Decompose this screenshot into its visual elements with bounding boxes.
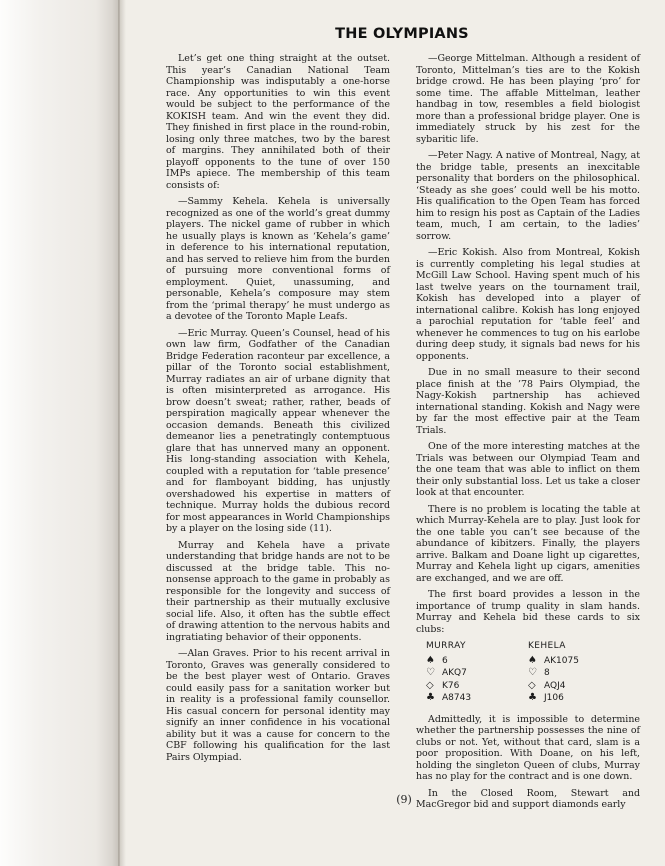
- hand-row-clubs: [426, 692, 528, 705]
- paragraph: Murray and Kehela have a private understanding that bridge hands are not to be discussed at the bridge table. This no-nonsense approach to the game in probably as responsible for the longevity and success of their partnership as their mutually exclusive social life. Also, it often has the subtle effect of drawing attention to the nervous habits and ingratiating behavior of their opponents.: [166, 539, 390, 643]
- hand-row-spades: [426, 655, 528, 668]
- paragraph: —Alan Graves. Prior to his recent arrival in Toronto, Graves was generally considered to be the best player west of Ontario. Graves could easily pass for a sanitation worker but in reality is a professional family counsellor. His casual concern for personal identity may signify an inner confidence in his vocational ability but it was a cause for concern to the CBF following his qualification for the last Pairs Olympiad.: [166, 648, 390, 763]
- club-icon: ♣: [528, 692, 537, 704]
- hand-cards: AK1075: [544, 655, 579, 666]
- left-column: [166, 53, 390, 768]
- paragraph: —Sammy Kehela. Kehela is universally recognized as one of the world’s great dummy players. The nickel game of rubber in which he usually plays is known as ‘Kehela’s game’ in deference to his international reputation, and has served to relieve him from the burden of pursuing more conventional forms of employment. Quiet, unassuming, and personable, Kehela’s composure may stem from the ‘primal therapy’ he must undergo as a devotee of the Toronto Maple Leafs.: [166, 196, 390, 322]
- hand-player-name: KEHELA: [528, 641, 566, 651]
- hand-cards: AQJ4: [544, 680, 566, 691]
- paragraph: Due in no small measure to their second place finish at the ’78 Pairs Olympiad, the Nagy-Kokish partnership has achieved international standing. Kokish and Nagy were by far the most effective pair at the Team Trials.: [416, 367, 640, 436]
- hand-cards: A8743: [442, 693, 472, 704]
- binding-shadow: [118, 0, 126, 866]
- hand-kehela: [528, 641, 630, 705]
- hand-row-diamonds: [426, 680, 528, 693]
- hand-row-diamonds: [528, 680, 630, 693]
- paragraph: The first board provides a lesson in the importance of trump quality in slam hands. Murray and Kehela bid these cards to six clubs:: [416, 589, 640, 635]
- paragraph: —Eric Murray. Queen’s Counsel, head of his own law firm, Godfather of the Canadian Bridge Federation raconteur par excellence, a pillar of the Toronto social establishment, Murray radiates an air of urbane dignity that is often misinterpreted as arrogance. His brow doesn’t sweat; rather, rather, beads of perspiration magically appear whenever the occasion demands. Beneath this civilized demeanor lies a penetratingly contemptuous glare that has unnerved many an opponent. His long-standing association with Kehela, coupled with a reputation for ‘table presence’ and for flamboyant bidding, has unjustly overshadowed his expertise in matters of technique. Murray holds the dubious record for most appearances in World Championships by a player on the losing side (11).: [166, 327, 390, 534]
- paragraph: Let’s get one thing straight at the outset. This year’s Canadian National Team Championship was indisputably a one-horse race. Any opportunities to win this event would be subject to the performance of the KOKISH team. And win the event they did. They finished in first place in the round-robin, losing only three matches, two by the barest of margins. They annihilated both of their playoff opponents to the tune of over 150 IMPs apiece. The membership of this team consists of:: [166, 53, 390, 191]
- article-title: THE OLYMPIANS: [335, 26, 469, 42]
- hand-cards: J106: [544, 693, 564, 704]
- paragraph: Admittedly, it is impossible to determine whether the partnership possesses the nine of clubs or not. Yet, without that card, slam is a poor proposition. With Doane, on his left, holding the singleton Queen of clubs, Murray has no play for the contract and is one down.: [416, 713, 640, 783]
- diamond-icon: ◇: [528, 679, 536, 691]
- hand-cards: K76: [442, 680, 460, 691]
- spade-icon: ♠: [528, 654, 537, 666]
- paragraph: —Peter Nagy. A native of Montreal, Nagy, at the bridge table, presents an inexcitable personality that borders on the philosophical. ‘Steady as she goes’ could well be his motto. His qualification to the Open Team has forced him to resign his post as Captain of the Ladies team, much, I am certain, to the ladies’ sorrow.: [416, 150, 640, 242]
- hand-cards: AKQ7: [442, 668, 467, 679]
- hand-cards: 6: [442, 655, 448, 666]
- paragraph: In the Closed Room, Stewart and MacGregor bid and support diamonds early: [416, 787, 640, 811]
- hand-murray: [426, 641, 528, 705]
- spade-icon: ♠: [426, 654, 435, 666]
- club-icon: ♣: [426, 692, 435, 704]
- heart-icon: ♡: [528, 667, 537, 679]
- bridge-hands: [426, 641, 640, 705]
- hand-row-clubs: [528, 692, 630, 705]
- heart-icon: ♡: [426, 667, 435, 679]
- paragraph: One of the more interesting matches at the Trials was between our Olympiad Team and the one team that was able to inflict on them their only substantial loss. Let us take a closer look at that encounter.: [416, 441, 640, 498]
- hand-player-name: MURRAY: [426, 641, 466, 651]
- right-column: [416, 53, 640, 816]
- paragraph: There is no problem is locating the table at which Murray-Kehela are to play. Just look for the one table you can’t see because of the abundance of kibitzers. Finally, the players arrive. Balkam and Doane light up cigarettes, Murray and Kehela light up cigars, amenities are exchanged, and we are off.: [416, 503, 640, 584]
- hand-row-hearts: [426, 667, 528, 680]
- binding-spine: [0, 0, 120, 866]
- paragraph: —Eric Kokish. Also from Montreal, Kokish is currently completing his legal studies at McGill Law School. Having spent much of his last twelve years on the tournament trail, Kokish has developed into a player of international calibre. Kokish has long enjoyed a parochial reputation for ‘table feel’ and whenever he commences to tug on his earlobe during deep study, it signals bad news for his opponents.: [416, 247, 640, 362]
- hand-cards: 8: [544, 668, 550, 679]
- page-number: (9): [396, 793, 412, 806]
- hand-row-spades: [528, 655, 630, 668]
- paragraph: —George Mittelman. Although a resident of Toronto, Mittelman’s ties are to the Kokish bridge crowd. He has been playing ‘pro’ for some time. The affable Mittelman, leather handbag in tow, resembles a field biologist more than a professional bridge player. One is immediately struck by his zest for the sybaritic life.: [416, 53, 640, 145]
- diamond-icon: ◇: [426, 679, 434, 691]
- hand-row-hearts: [528, 667, 630, 680]
